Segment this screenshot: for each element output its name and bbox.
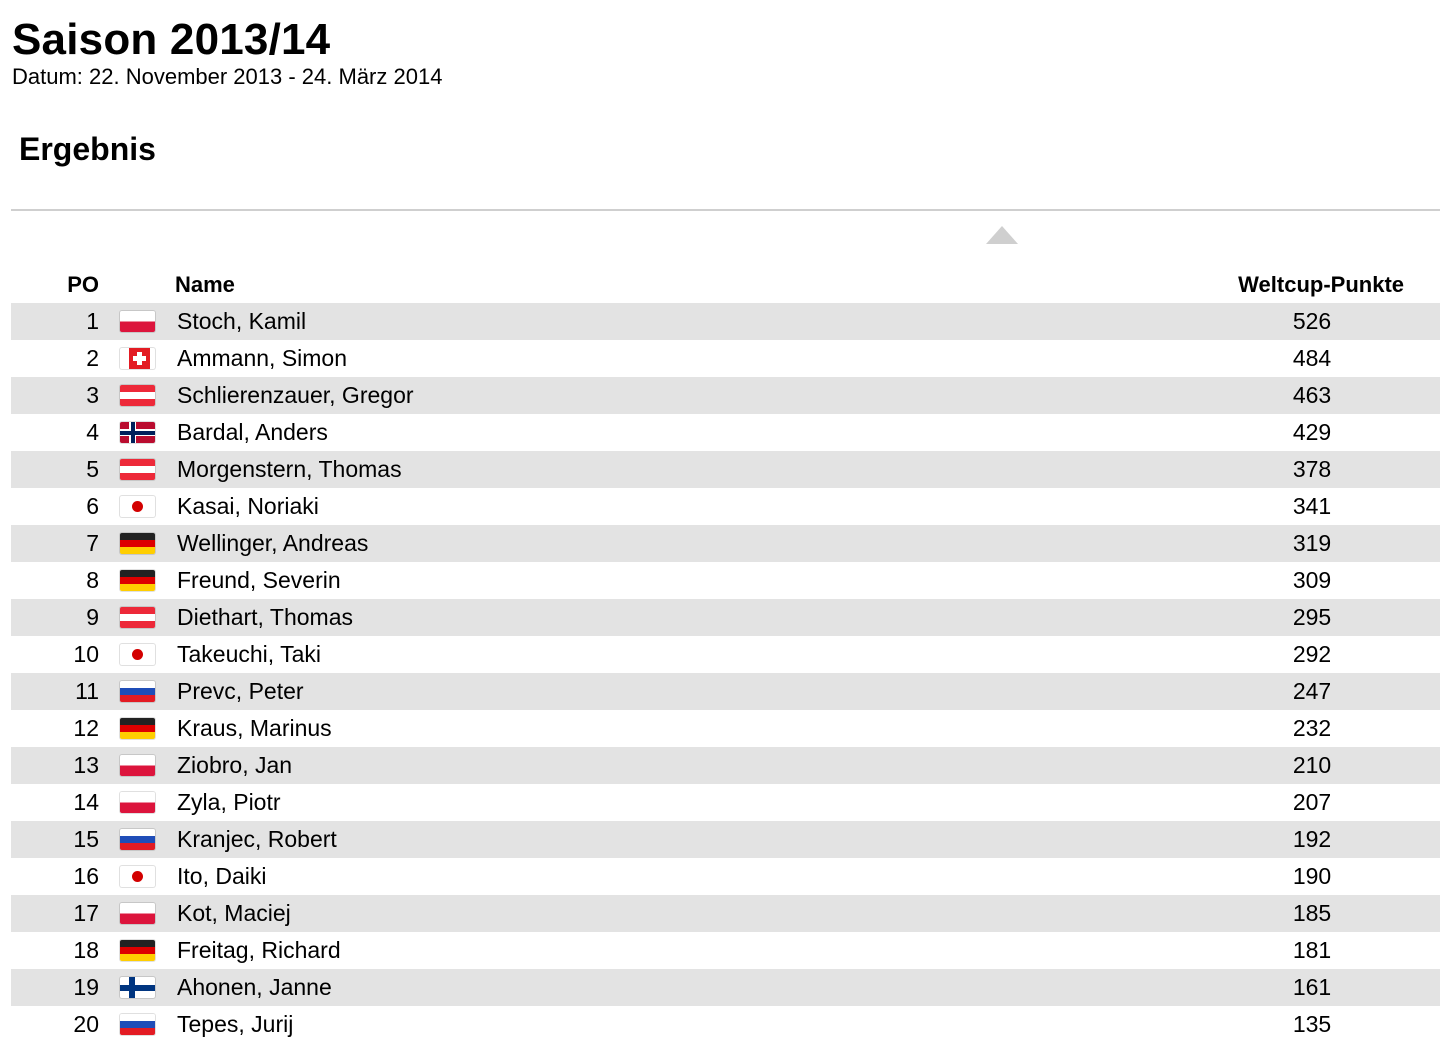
athlete-name[interactable]: Wellinger, Andreas [177,530,369,556]
points-cell: 295 [1292,604,1332,630]
points-cell: 190 [1292,863,1332,889]
jp-flag-icon [120,496,155,517]
rank-cell: 9 [86,604,99,630]
athlete-name[interactable]: Diethart, Thomas [177,604,353,630]
pl-flag-icon [120,311,155,332]
section-title: Ergebnis [19,131,156,167]
de-flag-icon [120,718,155,739]
pl-flag-icon [120,792,155,813]
table-row[interactable] [11,451,1440,488]
table-row[interactable] [11,599,1440,636]
athlete-name[interactable]: Bardal, Anders [177,419,328,445]
table-row[interactable] [11,821,1440,858]
rank-cell: 7 [86,530,99,556]
season-date-range: Datum: 22. November 2013 - 24. März 2014 [12,64,443,89]
table-row[interactable] [11,858,1440,895]
pl-flag-icon [120,903,155,924]
table-row[interactable] [11,932,1440,969]
column-header-name[interactable]: Name [175,272,235,297]
rank-cell: 10 [73,641,99,667]
rank-cell: 20 [73,1011,99,1037]
table-header-row [11,266,1440,303]
points-cell: 192 [1292,826,1332,852]
points-cell: 429 [1292,419,1332,445]
table-row[interactable] [11,488,1440,525]
table-row[interactable] [11,525,1440,562]
rank-cell: 16 [73,863,99,889]
points-cell: 319 [1292,530,1332,556]
athlete-name[interactable]: Ito, Daiki [177,863,267,889]
si-flag-icon [120,829,155,850]
rank-cell: 1 [86,308,99,334]
table-row[interactable] [11,340,1440,377]
de-flag-icon [120,940,155,961]
rank-cell: 15 [73,826,99,852]
points-cell: 161 [1292,974,1332,1000]
rank-cell: 18 [73,937,99,963]
athlete-name[interactable]: Prevc, Peter [177,678,304,704]
athlete-name[interactable]: Kraus, Marinus [177,715,332,741]
points-cell: 526 [1292,308,1332,334]
at-flag-icon [120,459,155,480]
rank-cell: 3 [86,382,99,408]
athlete-name[interactable]: Kasai, Noriaki [177,493,319,519]
table-row[interactable] [11,303,1440,340]
points-cell: 185 [1292,900,1332,926]
si-flag-icon [120,1014,155,1035]
table-row[interactable] [11,710,1440,747]
athlete-name[interactable]: Ziobro, Jan [177,752,293,778]
rank-cell: 8 [86,567,99,593]
rank-cell: 12 [73,715,99,741]
table-row[interactable] [11,747,1440,784]
jp-flag-icon [120,644,155,665]
points-cell: 378 [1292,456,1332,482]
rank-cell: 4 [86,419,99,445]
table-row[interactable] [11,562,1440,599]
at-flag-icon [120,607,155,628]
rank-cell: 6 [86,493,99,519]
athlete-name[interactable]: Stoch, Kamil [177,308,307,334]
athlete-name[interactable]: Ahonen, Janne [177,974,332,1000]
athlete-name[interactable]: Ammann, Simon [177,345,348,371]
season-title: Saison 2013/14 [12,15,331,64]
points-cell: 207 [1292,789,1332,815]
section-divider [11,209,1440,211]
points-cell: 181 [1292,937,1332,963]
table-row[interactable] [11,673,1440,710]
fi-flag-icon [120,977,155,998]
column-header-position[interactable]: PO [67,272,99,297]
table-row[interactable] [11,895,1440,932]
table-row[interactable] [11,1006,1440,1043]
athlete-name[interactable]: Morgenstern, Thomas [177,456,402,482]
table-row[interactable] [11,414,1440,451]
table-row[interactable] [11,784,1440,821]
rank-cell: 11 [75,678,99,704]
rank-cell: 19 [73,974,99,1000]
points-cell: 341 [1292,493,1332,519]
athlete-name[interactable]: Freund, Severin [177,567,341,593]
pl-flag-icon [120,755,155,776]
points-cell: 210 [1292,752,1332,778]
points-cell: 247 [1292,678,1332,704]
rank-cell: 5 [86,456,99,482]
de-flag-icon [120,570,155,591]
athlete-name[interactable]: Kot, Maciej [177,900,291,926]
jp-flag-icon [120,866,155,887]
athlete-name[interactable]: Takeuchi, Taki [177,641,322,667]
points-cell: 463 [1292,382,1332,408]
table-body [11,303,1440,1043]
rank-cell: 17 [73,900,99,926]
athlete-name[interactable]: Zyla, Piotr [177,789,281,815]
rank-cell: 14 [73,789,99,815]
ch-flag-icon [120,348,155,369]
no-flag-icon [120,422,155,443]
points-cell: 484 [1292,345,1332,371]
points-cell: 232 [1292,715,1332,741]
points-cell: 309 [1292,567,1332,593]
points-cell: 292 [1292,641,1332,667]
athlete-name[interactable]: Schlierenzauer, Gregor [177,382,414,408]
sort-up-arrow-icon[interactable] [986,226,1018,244]
rank-cell: 13 [73,752,99,778]
standings-table [11,266,1440,1043]
column-header-points[interactable]: Weltcup-Punkte [1238,272,1404,297]
table-row[interactable] [11,636,1440,673]
table-row[interactable] [11,377,1440,414]
athlete-name[interactable]: Freitag, Richard [177,937,341,963]
table-row[interactable] [11,969,1440,1006]
athlete-name[interactable]: Kranjec, Robert [177,826,337,852]
de-flag-icon [120,533,155,554]
at-flag-icon [120,385,155,406]
rank-cell: 2 [86,345,99,371]
points-cell: 135 [1292,1011,1332,1037]
si-flag-icon [120,681,155,702]
athlete-name[interactable]: Tepes, Jurij [177,1011,294,1037]
